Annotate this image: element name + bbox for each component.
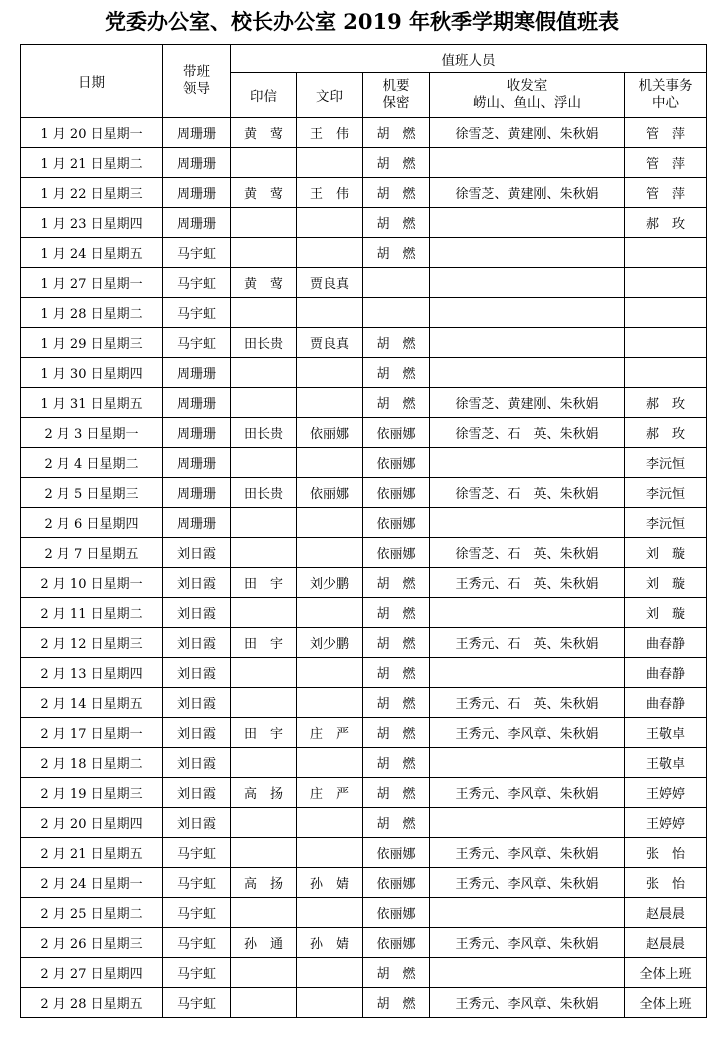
cell-mailroom: 王秀元、李风章、朱秋娟 <box>430 778 625 808</box>
cell-mailroom: 王秀元、李风章、朱秋娟 <box>430 718 625 748</box>
cell-seal <box>231 448 297 478</box>
cell-document-seal <box>297 388 363 418</box>
cell-confidential: 胡 燃 <box>363 778 430 808</box>
table-row <box>21 598 707 628</box>
cell-mailroom <box>430 298 625 328</box>
cell-date: 2 月 19 日星期三 <box>21 778 163 808</box>
cell-seal <box>231 898 297 928</box>
cell-leader: 刘日霞 <box>163 718 231 748</box>
header-confidential <box>363 73 430 118</box>
cell-confidential: 依丽娜 <box>363 898 430 928</box>
cell-affairs: 全体上班 <box>625 988 707 1018</box>
cell-seal: 高 扬 <box>231 778 297 808</box>
cell-leader: 刘日霞 <box>163 808 231 838</box>
table-row <box>21 718 707 748</box>
cell-confidential: 胡 燃 <box>363 808 430 838</box>
cell-mailroom: 王秀元、李风章、朱秋娟 <box>430 988 625 1018</box>
cell-date: 2 月 7 日星期五 <box>21 538 163 568</box>
cell-seal: 田 宇 <box>231 718 297 748</box>
cell-affairs <box>625 358 707 388</box>
cell-date: 2 月 21 日星期五 <box>21 838 163 868</box>
cell-leader: 刘日霞 <box>163 658 231 688</box>
cell-document-seal: 贾良真 <box>297 268 363 298</box>
cell-date: 2 月 20 日星期四 <box>21 808 163 838</box>
cell-mailroom <box>430 148 625 178</box>
header-affairs-line1: 机关事务 <box>638 78 693 94</box>
cell-date: 2 月 6 日星期四 <box>21 508 163 538</box>
cell-leader: 马宇虹 <box>163 838 231 868</box>
cell-confidential: 胡 燃 <box>363 718 430 748</box>
cell-document-seal <box>297 238 363 268</box>
cell-affairs: 李沅恒 <box>625 448 707 478</box>
cell-affairs: 张 怡 <box>625 838 707 868</box>
cell-leader: 马宇虹 <box>163 298 231 328</box>
table-row <box>21 478 707 508</box>
cell-seal: 田 宇 <box>231 568 297 598</box>
cell-confidential: 胡 燃 <box>363 148 430 178</box>
cell-leader: 刘日霞 <box>163 748 231 778</box>
cell-date: 1 月 22 日星期三 <box>21 178 163 208</box>
cell-seal <box>231 748 297 778</box>
cell-seal: 黄 莺 <box>231 118 297 148</box>
cell-date: 2 月 24 日星期一 <box>21 868 163 898</box>
cell-date: 2 月 17 日星期一 <box>21 718 163 748</box>
cell-date: 2 月 25 日星期二 <box>21 898 163 928</box>
cell-confidential: 胡 燃 <box>363 328 430 358</box>
cell-date: 1 月 20 日星期一 <box>21 118 163 148</box>
cell-document-seal <box>297 508 363 538</box>
header-confidential-line2: 保密 <box>382 95 410 111</box>
duty-roster-table <box>20 44 707 1018</box>
cell-affairs: 李沅恒 <box>625 478 707 508</box>
cell-affairs: 全体上班 <box>625 958 707 988</box>
cell-leader: 刘日霞 <box>163 598 231 628</box>
table-row <box>21 988 707 1018</box>
cell-date: 2 月 14 日星期五 <box>21 688 163 718</box>
cell-leader: 刘日霞 <box>163 628 231 658</box>
cell-mailroom: 王秀元、石 英、朱秋娟 <box>430 568 625 598</box>
cell-affairs: 曲春静 <box>625 658 707 688</box>
cell-seal <box>231 388 297 418</box>
cell-leader: 刘日霞 <box>163 568 231 598</box>
table-row <box>21 568 707 598</box>
cell-affairs: 管 萍 <box>625 148 707 178</box>
cell-confidential: 胡 燃 <box>363 628 430 658</box>
cell-leader: 马宇虹 <box>163 958 231 988</box>
cell-document-seal <box>297 898 363 928</box>
cell-document-seal: 依丽娜 <box>297 478 363 508</box>
cell-document-seal: 王 伟 <box>297 118 363 148</box>
cell-leader: 刘日霞 <box>163 538 231 568</box>
cell-affairs <box>625 298 707 328</box>
cell-mailroom <box>430 208 625 238</box>
cell-confidential: 胡 燃 <box>363 208 430 238</box>
cell-date: 2 月 3 日星期一 <box>21 418 163 448</box>
cell-seal <box>231 208 297 238</box>
header-leader-line2: 领导 <box>183 81 210 97</box>
table-row <box>21 898 707 928</box>
cell-document-seal: 庄 严 <box>297 718 363 748</box>
table-row <box>21 838 707 868</box>
table-header <box>21 45 707 118</box>
cell-confidential: 依丽娜 <box>363 448 430 478</box>
cell-seal <box>231 598 297 628</box>
header-seal: 印信 <box>231 73 297 118</box>
table-row <box>21 148 707 178</box>
cell-document-seal <box>297 298 363 328</box>
cell-seal <box>231 988 297 1018</box>
cell-mailroom <box>430 808 625 838</box>
cell-leader: 周珊珊 <box>163 388 231 418</box>
cell-mailroom: 王秀元、石 英、朱秋娟 <box>430 688 625 718</box>
cell-affairs <box>625 238 707 268</box>
cell-confidential <box>363 298 430 328</box>
cell-leader: 周珊珊 <box>163 508 231 538</box>
cell-document-seal: 孙 婧 <box>297 868 363 898</box>
cell-affairs: 赵晨晨 <box>625 928 707 958</box>
table-row <box>21 328 707 358</box>
cell-date: 2 月 13 日星期四 <box>21 658 163 688</box>
cell-document-seal <box>297 148 363 178</box>
cell-leader: 马宇虹 <box>163 928 231 958</box>
cell-mailroom: 徐雪芝、黄建刚、朱秋娟 <box>430 178 625 208</box>
cell-mailroom <box>430 658 625 688</box>
cell-affairs: 郝 玫 <box>625 388 707 418</box>
cell-confidential <box>363 268 430 298</box>
cell-document-seal: 刘少鹏 <box>297 568 363 598</box>
cell-mailroom: 徐雪芝、石 英、朱秋娟 <box>430 538 625 568</box>
cell-document-seal <box>297 448 363 478</box>
cell-seal: 孙 通 <box>231 928 297 958</box>
header-affairs <box>625 73 707 118</box>
cell-leader: 马宇虹 <box>163 328 231 358</box>
cell-seal <box>231 508 297 538</box>
cell-seal: 田长贵 <box>231 328 297 358</box>
table-row <box>21 508 707 538</box>
header-date: 日期 <box>21 45 163 118</box>
cell-confidential: 依丽娜 <box>363 418 430 448</box>
cell-leader: 周珊珊 <box>163 118 231 148</box>
cell-leader: 周珊珊 <box>163 208 231 238</box>
cell-confidential: 依丽娜 <box>363 928 430 958</box>
table-row <box>21 388 707 418</box>
cell-mailroom <box>430 508 625 538</box>
cell-affairs: 郝 玫 <box>625 418 707 448</box>
cell-leader: 周珊珊 <box>163 478 231 508</box>
table-row <box>21 358 707 388</box>
table-row <box>21 808 707 838</box>
cell-affairs: 赵晨晨 <box>625 898 707 928</box>
cell-seal: 高 扬 <box>231 868 297 898</box>
cell-seal: 田 宇 <box>231 628 297 658</box>
cell-document-seal: 依丽娜 <box>297 418 363 448</box>
cell-confidential: 胡 燃 <box>363 118 430 148</box>
header-leader <box>163 45 231 118</box>
cell-date: 2 月 5 日星期三 <box>21 478 163 508</box>
cell-mailroom: 王秀元、李风章、朱秋娟 <box>430 838 625 868</box>
cell-document-seal: 贾良真 <box>297 328 363 358</box>
cell-date: 1 月 30 日星期四 <box>21 358 163 388</box>
cell-document-seal <box>297 808 363 838</box>
cell-mailroom: 徐雪芝、黄建刚、朱秋娟 <box>430 118 625 148</box>
header-mailroom-line2: 崂山、鱼山、浮山 <box>473 95 581 111</box>
header-mailroom-line1: 收发室 <box>506 78 548 94</box>
cell-affairs: 王敬卓 <box>625 718 707 748</box>
cell-document-seal: 孙 婧 <box>297 928 363 958</box>
cell-seal <box>231 688 297 718</box>
cell-document-seal <box>297 358 363 388</box>
cell-leader: 马宇虹 <box>163 898 231 928</box>
table-row <box>21 928 707 958</box>
cell-seal <box>231 808 297 838</box>
table-row <box>21 688 707 718</box>
cell-date: 1 月 29 日星期三 <box>21 328 163 358</box>
cell-document-seal <box>297 688 363 718</box>
cell-affairs: 王敬卓 <box>625 748 707 778</box>
cell-confidential: 依丽娜 <box>363 508 430 538</box>
cell-mailroom <box>430 958 625 988</box>
cell-affairs <box>625 268 707 298</box>
header-leader-line1: 带班 <box>183 64 210 80</box>
header-duty-staff: 值班人员 <box>231 45 707 73</box>
cell-affairs: 王婷婷 <box>625 808 707 838</box>
cell-confidential: 胡 燃 <box>363 598 430 628</box>
cell-mailroom: 王秀元、李风章、朱秋娟 <box>430 868 625 898</box>
cell-affairs: 管 萍 <box>625 178 707 208</box>
cell-date: 1 月 23 日星期四 <box>21 208 163 238</box>
table-row <box>21 268 707 298</box>
cell-mailroom <box>430 598 625 628</box>
table-row <box>21 658 707 688</box>
table-row <box>21 118 707 148</box>
cell-date: 2 月 4 日星期二 <box>21 448 163 478</box>
cell-leader: 马宇虹 <box>163 868 231 898</box>
cell-mailroom <box>430 748 625 778</box>
cell-date: 2 月 12 日星期三 <box>21 628 163 658</box>
cell-affairs: 曲春静 <box>625 688 707 718</box>
cell-leader: 周珊珊 <box>163 358 231 388</box>
document-title: 党委办公室、校长办公室 2019 年秋季学期寒假值班表 <box>104 9 620 34</box>
cell-confidential: 胡 燃 <box>363 658 430 688</box>
cell-affairs: 刘 璇 <box>625 538 707 568</box>
cell-affairs: 张 怡 <box>625 868 707 898</box>
table-body <box>21 118 707 1018</box>
cell-mailroom: 徐雪芝、石 英、朱秋娟 <box>430 478 625 508</box>
cell-confidential: 依丽娜 <box>363 478 430 508</box>
cell-date: 2 月 27 日星期四 <box>21 958 163 988</box>
cell-date: 1 月 31 日星期五 <box>21 388 163 418</box>
table-row <box>21 238 707 268</box>
table-row <box>21 538 707 568</box>
table-row <box>21 778 707 808</box>
cell-date: 2 月 26 日星期三 <box>21 928 163 958</box>
header-document-seal: 文印 <box>297 73 363 118</box>
cell-seal <box>231 658 297 688</box>
cell-document-seal: 刘少鹏 <box>297 628 363 658</box>
cell-document-seal <box>297 748 363 778</box>
cell-document-seal <box>297 958 363 988</box>
cell-leader: 刘日霞 <box>163 778 231 808</box>
cell-leader: 马宇虹 <box>163 238 231 268</box>
cell-date: 2 月 18 日星期二 <box>21 748 163 778</box>
cell-mailroom: 徐雪芝、黄建刚、朱秋娟 <box>430 388 625 418</box>
cell-document-seal <box>297 538 363 568</box>
cell-leader: 刘日霞 <box>163 688 231 718</box>
cell-mailroom: 王秀元、李风章、朱秋娟 <box>430 928 625 958</box>
cell-date: 1 月 24 日星期五 <box>21 238 163 268</box>
cell-seal <box>231 358 297 388</box>
table-row <box>21 418 707 448</box>
cell-document-seal <box>297 658 363 688</box>
cell-seal <box>231 838 297 868</box>
cell-affairs: 王婷婷 <box>625 778 707 808</box>
cell-confidential: 胡 燃 <box>363 388 430 418</box>
cell-document-seal <box>297 988 363 1018</box>
cell-date: 1 月 28 日星期二 <box>21 298 163 328</box>
cell-affairs: 刘 璇 <box>625 568 707 598</box>
cell-seal <box>231 298 297 328</box>
cell-confidential: 依丽娜 <box>363 838 430 868</box>
table-row <box>21 958 707 988</box>
table-row <box>21 748 707 778</box>
cell-seal: 黄 莺 <box>231 178 297 208</box>
cell-confidential: 胡 燃 <box>363 178 430 208</box>
cell-confidential: 依丽娜 <box>363 868 430 898</box>
cell-leader: 周珊珊 <box>163 148 231 178</box>
cell-confidential: 胡 燃 <box>363 568 430 598</box>
cell-seal <box>231 538 297 568</box>
header-mailroom <box>430 73 625 118</box>
cell-date: 2 月 28 日星期五 <box>21 988 163 1018</box>
cell-leader: 周珊珊 <box>163 418 231 448</box>
cell-mailroom <box>430 898 625 928</box>
table-row <box>21 298 707 328</box>
cell-date: 1 月 21 日星期二 <box>21 148 163 178</box>
cell-leader: 马宇虹 <box>163 988 231 1018</box>
cell-confidential: 胡 燃 <box>363 988 430 1018</box>
cell-mailroom <box>430 238 625 268</box>
table-row <box>21 178 707 208</box>
cell-leader: 周珊珊 <box>163 178 231 208</box>
cell-leader: 马宇虹 <box>163 268 231 298</box>
cell-confidential: 胡 燃 <box>363 688 430 718</box>
cell-seal: 黄 莺 <box>231 268 297 298</box>
table-row <box>21 208 707 238</box>
cell-confidential: 依丽娜 <box>363 538 430 568</box>
cell-confidential: 胡 燃 <box>363 958 430 988</box>
cell-affairs: 刘 璇 <box>625 598 707 628</box>
cell-leader: 周珊珊 <box>163 448 231 478</box>
header-affairs-line2: 中心 <box>652 95 679 111</box>
cell-mailroom: 王秀元、石 英、朱秋娟 <box>430 628 625 658</box>
cell-confidential: 胡 燃 <box>363 358 430 388</box>
cell-mailroom <box>430 358 625 388</box>
cell-seal: 田长贵 <box>231 478 297 508</box>
cell-mailroom <box>430 328 625 358</box>
table-row <box>21 448 707 478</box>
cell-mailroom: 徐雪芝、石 英、朱秋娟 <box>430 418 625 448</box>
cell-seal <box>231 958 297 988</box>
cell-document-seal: 王 伟 <box>297 178 363 208</box>
cell-date: 2 月 10 日星期一 <box>21 568 163 598</box>
cell-affairs: 李沅恒 <box>625 508 707 538</box>
cell-affairs: 曲春静 <box>625 628 707 658</box>
cell-seal <box>231 238 297 268</box>
cell-date: 2 月 11 日星期二 <box>21 598 163 628</box>
cell-document-seal <box>297 838 363 868</box>
cell-document-seal <box>297 208 363 238</box>
cell-seal <box>231 148 297 178</box>
cell-affairs: 管 萍 <box>625 118 707 148</box>
cell-confidential: 胡 燃 <box>363 748 430 778</box>
cell-seal: 田长贵 <box>231 418 297 448</box>
cell-confidential: 胡 燃 <box>363 238 430 268</box>
cell-document-seal: 庄 严 <box>297 778 363 808</box>
cell-mailroom <box>430 448 625 478</box>
table-row <box>21 628 707 658</box>
cell-date: 1 月 27 日星期一 <box>21 268 163 298</box>
cell-document-seal <box>297 598 363 628</box>
cell-affairs: 郝 玫 <box>625 208 707 238</box>
cell-mailroom <box>430 268 625 298</box>
header-confidential-line1: 机要 <box>382 78 410 94</box>
cell-affairs <box>625 328 707 358</box>
table-row <box>21 868 707 898</box>
